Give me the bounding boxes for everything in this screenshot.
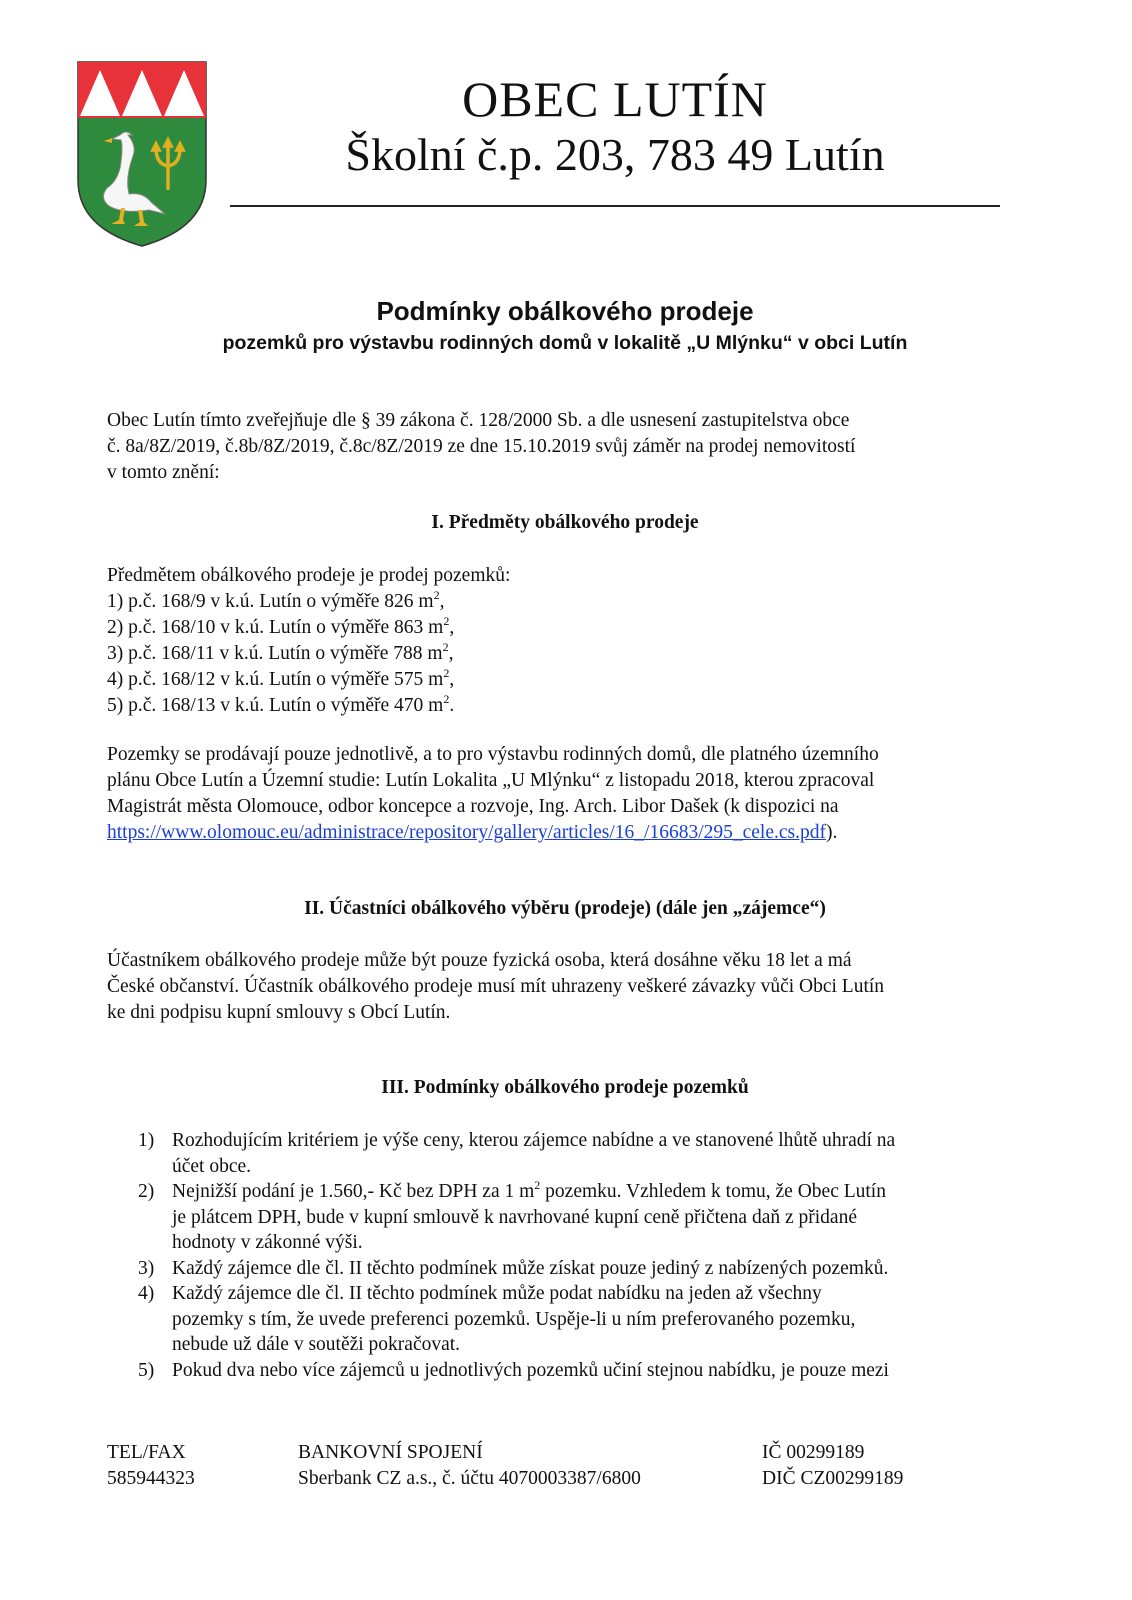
plot-item: 2) p.č. 168/10 v k.ú. Lutín o výměře 863 $m^2$, [107, 614, 455, 638]
conditions-list [138, 1128, 1018, 1383]
paragraph-line: ke dni podpisu kupní smlouvy s Obcí Lutín. [107, 1002, 451, 1023]
footer-phone-label: TEL/FAX [107, 1442, 186, 1463]
section-2-heading: II. Účastníci obálkového výběru (prodeje) (dále jen „zájemce“) [304, 898, 826, 919]
condition-item: 2) Nejnižší podání je 1.560,- Kč bez DPH za 1 $m^2$ pozemku. Vzhledem k tomu, že Obec Lutín je plátcem DPH, bude v kupní smlouvě k navrhované kupní ceně přičtena daň z přidané hodnoty v zákonné výši. [138, 1178, 886, 1253]
intro-paragraph [107, 408, 1012, 486]
participants-paragraph [107, 948, 1012, 1026]
paragraph-line: Magistrát města Olomouce, odbor koncepce a rozvoje, Ing. Arch. Libor Dašek (k dispozici na [107, 796, 839, 817]
study-document-link[interactable]: https://www.olomouc.eu/administrace/repository/gallery/articles/16_/16683/295_cele.cs.pdf [107, 822, 826, 843]
condition-item: 1) Rozhodujícím kritériem je výše ceny, kterou zájemce nabídne a ve stanovené lhůtě uhradí na účet obce. [138, 1130, 896, 1177]
plot-list [107, 563, 1012, 719]
plot-item: 3) p.č. 168/11 v k.ú. Lutín o výměře 788 $m^2$, [107, 640, 454, 664]
footer-bank [298, 1440, 641, 1492]
plot-list-lead: Předmětem obálkového prodeje je prodej pozemků: [107, 565, 511, 586]
municipality-address: Školní č.p. 203, 783 49 Lutín [345, 129, 885, 180]
document-subtitle: pozemků pro výstavbu rodinných domů v lokalitě „U Mlýnku“ v obci Lutín [222, 332, 908, 354]
footer-ic: IČ 00299189 [762, 1442, 865, 1463]
footer-bank-value: Sberbank CZ a.s., č. účtu 4070003387/6800 [298, 1468, 641, 1489]
condition-item: 5) Pokud dva nebo více zájemců u jednotlivých pozemků učiní stejnou nabídku, je pouze mezi [138, 1359, 889, 1381]
plot-item: 4) p.č. 168/12 v k.ú. Lutín o výměře 575 $m^2$, [107, 666, 455, 690]
paragraph-line: plánu Obce Lutín a Územní studie: Lutín Lokalita „U Mlýnku“ z listopadu 2018, kterou zpracoval [107, 770, 875, 791]
footer-bank-label: BANKOVNÍ SPOJENÍ [298, 1442, 483, 1463]
plot-item: 1) p.č. 168/9 v k.ú. Lutín o výměře 826 $m^2$, [107, 588, 445, 612]
plot-item: 5) p.č. 168/13 v k.ú. Lutín o výměře 470 $m^2$. [107, 692, 455, 716]
footer-phone-value: 585944323 [107, 1468, 195, 1489]
section-1-heading: I. Předměty obálkového prodeje [431, 512, 699, 533]
document-title: Podmínky obálkového prodeje [376, 296, 754, 326]
paragraph-line: České občanství. Účastník obálkového prodeje musí mít uhrazeny veškeré závazky vůči Obci Lutín [107, 976, 885, 997]
condition-item: 4) Každý zájemce dle čl. II těchto podmínek může podat nabídku na jeden až všechny pozemky s tím, že uvede preferenci pozemků. Uspěje-li u ním preferovaného pozemku, nebude už dále v soutěži pokračovat. [138, 1283, 856, 1355]
condition-item: 3) Každý zájemce dle čl. II těchto podmínek může získat pouze jediný z nabízených pozemků. [138, 1257, 889, 1279]
intro-line: v tomto znění: [107, 462, 220, 483]
intro-line: č. 8a/8Z/2019, č.8b/8Z/2019, č.8c/8Z/2019 ze dne 15.10.2019 svůj záměr na prodej nemovitostí [107, 436, 856, 457]
intro-line: Obec Lutín tímto zveřejňuje dle § 39 zákona č. 128/2000 Sb. a dle usnesení zastupitelstva obce [107, 410, 850, 431]
header-divider [230, 205, 1000, 207]
zoning-paragraph: Pozemky se prodávají pouze jednotlivě, a to pro výstavbu rodinných domů, dle platného územního plánu Obce Lutín a Územní studie: Lutín Lokalita „U Mlýnku“ z listopadu 2018, kterou zpracoval Magistrát města Olomouce, odbor koncepce a rozvoje, Ing. Arch. Libor Dašek (k dispozici na https://www.olomouc.eu/administrace/repository/gallery/articles/16_/16683/295_cele.cs.pdf). [107, 742, 1012, 846]
paragraph-line: Účastníkem obálkového prodeje může být pouze fyzická osoba, která dosáhne věku 18 let a má [107, 950, 852, 971]
municipality-name: OBEC LUTÍN [462, 71, 768, 127]
section-3-heading: III. Podmínky obálkového prodeje pozemků [381, 1077, 749, 1098]
footer-ids [762, 1440, 903, 1492]
footer-dic: DIČ CZ00299189 [762, 1468, 904, 1489]
paragraph-line: Pozemky se prodávají pouze jednotlivě, a to pro výstavbu rodinných domů, dle platného územního [107, 744, 879, 765]
municipal-coat-of-arms-icon [76, 60, 208, 248]
footer-phone [107, 1440, 195, 1492]
